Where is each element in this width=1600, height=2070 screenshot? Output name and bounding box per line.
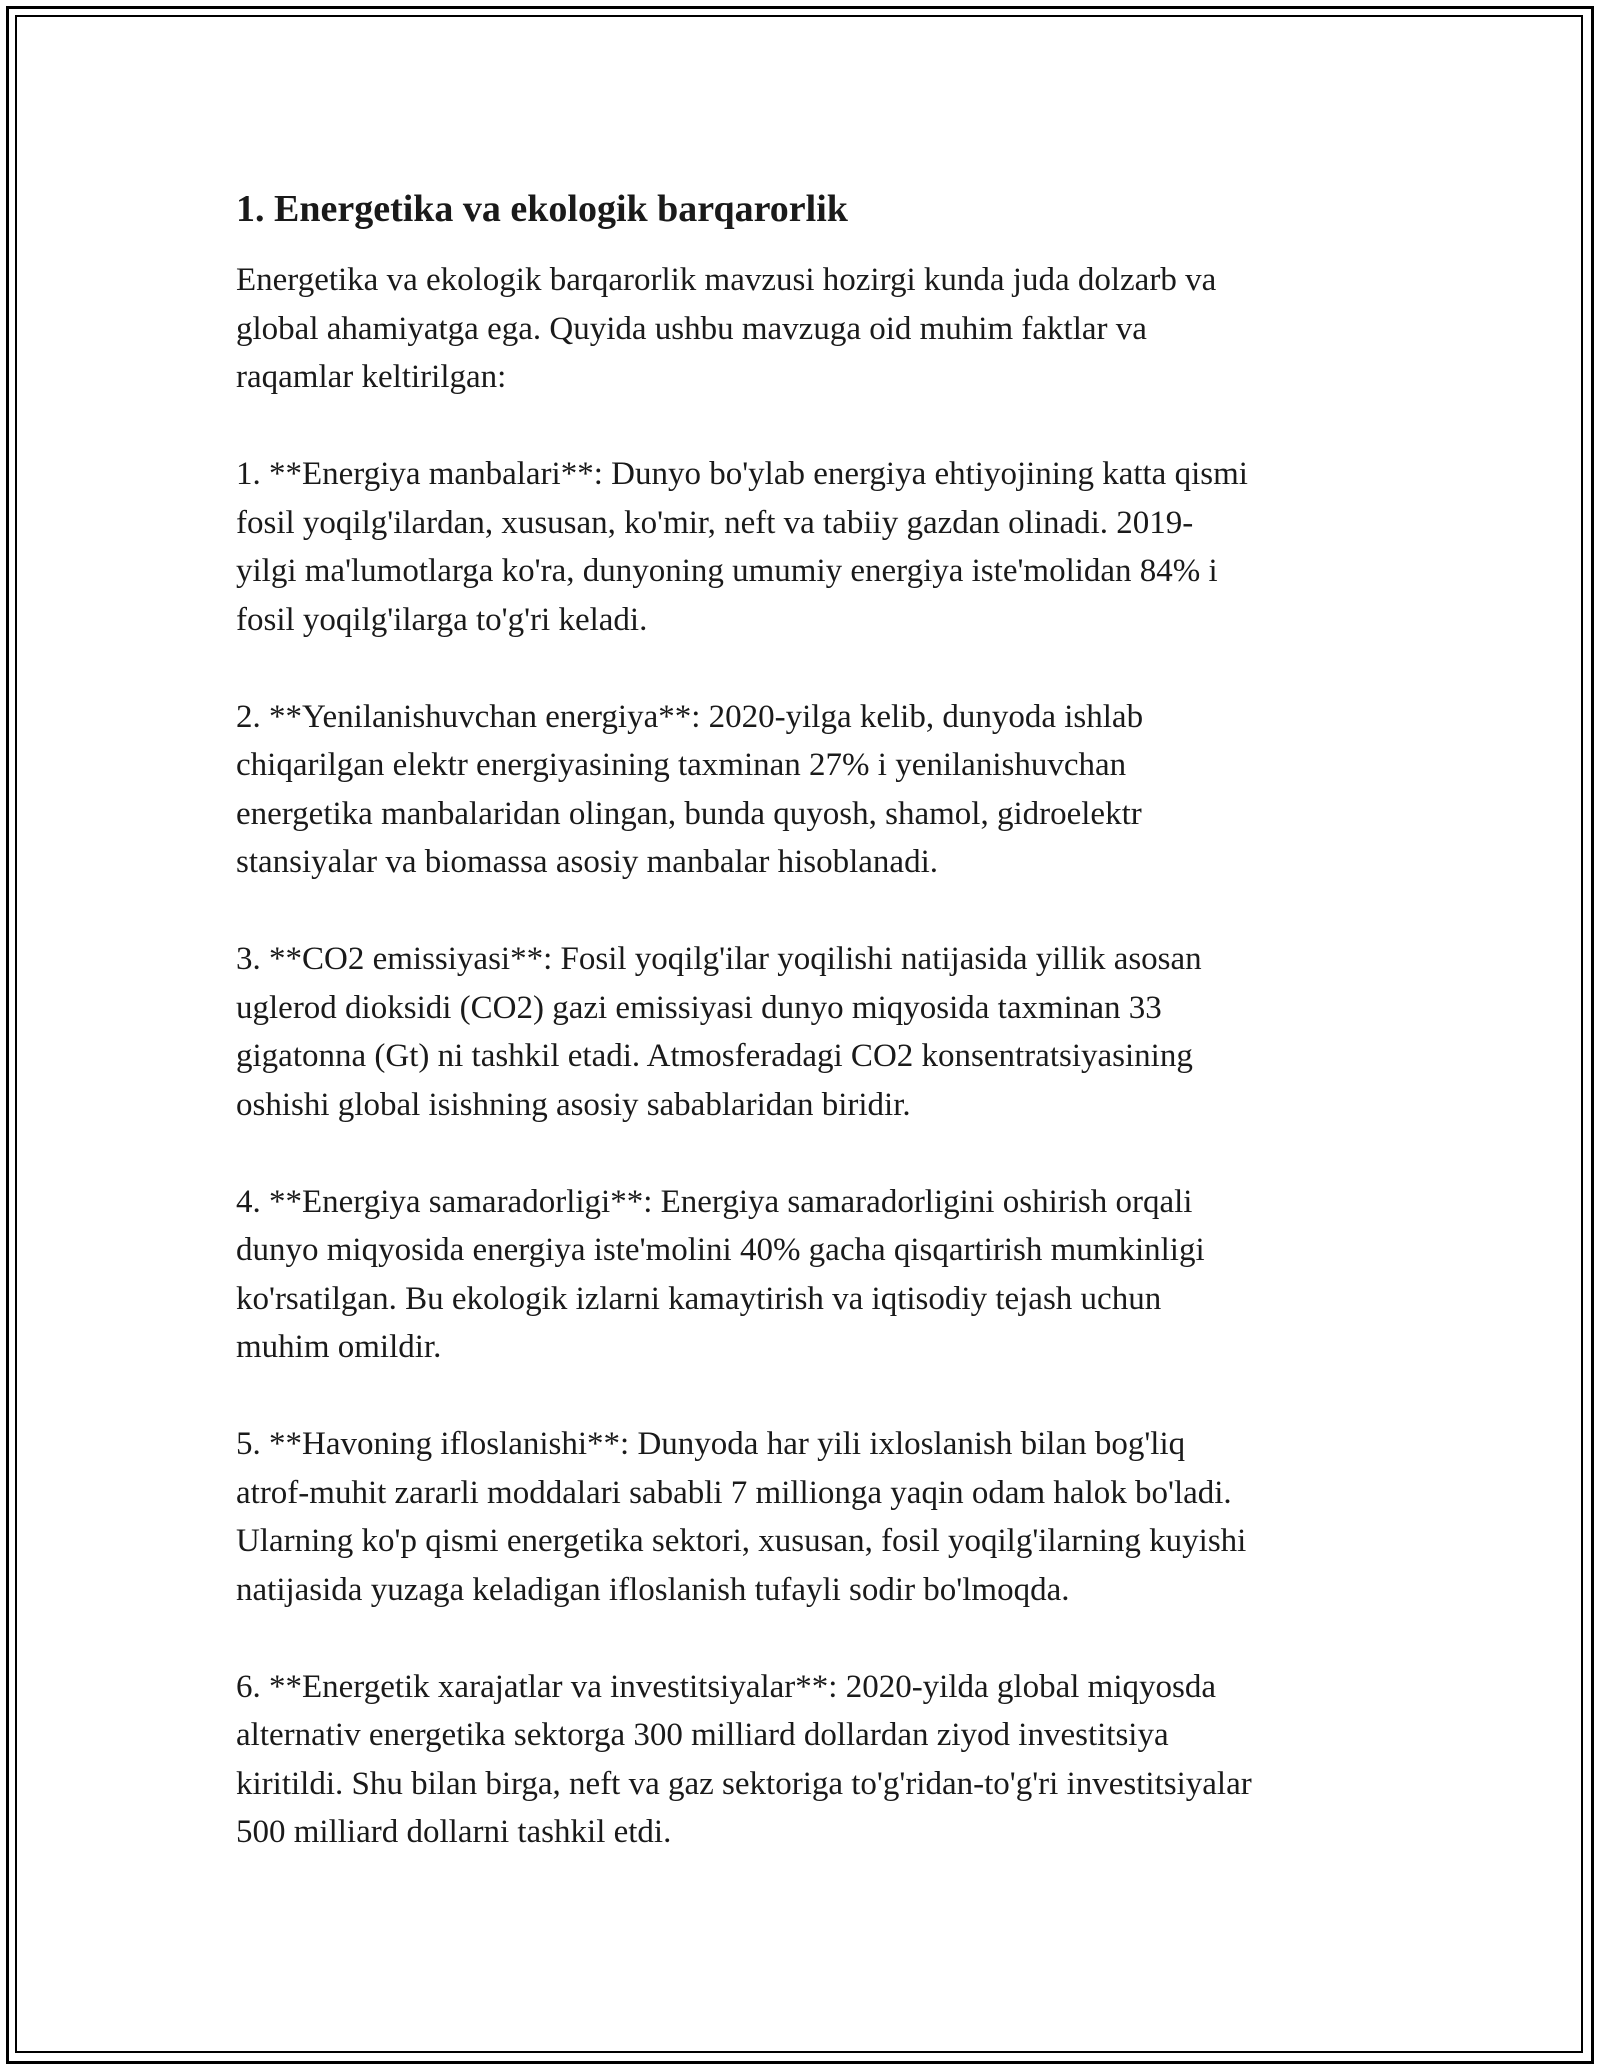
paragraph-list [236,256,1386,1857]
paragraph-line: oshishi global isishning asosiy sabablaridan biridir. [236,1086,911,1123]
paragraph-line: Energetika va ekologik barqarorlik mavzusi hozirgi kunda juda dolzarb va [236,262,1217,298]
list-item-paragraph [236,935,1386,1129]
paragraph-line: muhim omildir. [236,1329,442,1365]
paragraph-line: 6. **Energetik xarajatlar va investitsiyalar**: 2020-yilda global miqyosda [236,1668,1216,1705]
paragraph-line: fosil yoqilg'ilarga to'g'ri keladi. [236,601,648,638]
paragraph-line: 3. **CO2 emissiyasi**: Fosil yoqilg'ilar yoqilishi natijasida yillik asosan [236,941,1202,977]
paragraph-line: 500 milliard dollarni tashkil etdi. [236,1814,672,1850]
paragraph-line: Ularning ko'p qismi energetika sektori, xususan, fosil yoqilg'ilarning kuyishi [236,1523,1247,1559]
paragraph-line: 1. **Energiya manbalari**: Dunyo bo'ylab energiya ehtiyojining katta qismi [236,456,1248,492]
paragraph-line: ko'rsatilgan. Bu ekologik izlarni kamaytirish va iqtisodiy tejash uchun [236,1280,1162,1317]
paragraph-line: 2. **Yenilanishuvchan energiya**: 2020-yilga kelib, dunyoda ishlab [236,698,1144,735]
paragraph-line: global ahamiyatga ega. Quyida ushbu mavzuga oid muhim faktlar va [236,310,1147,347]
paragraph-line: fosil yoqilg'ilardan, xususan, ko'mir, neft va tabiiy gazdan olinadi. 2019- [236,504,1194,541]
list-item-paragraph [236,1178,1386,1372]
paragraph-line: raqamlar keltirilgan: [236,359,507,395]
paragraph-line: 4. **Energiya samaradorligi**: Energiya samaradorligini oshirish orqali [236,1183,1193,1220]
paragraph-line: alternativ energetika sektorga 300 milliard dollardan ziyod investitsiya [236,1717,1169,1753]
paragraph-line: dunyo miqyosida energiya iste'molini 40% gacha qisqartirish mumkinligi [236,1232,1205,1268]
list-item-paragraph [236,1420,1386,1614]
paragraph-line: 5. **Havoning ifloslanishi**: Dunyoda har yili ixloslanish bilan bog'liq [236,1426,1186,1462]
document-body [236,186,1386,1905]
paragraph-line: uglerod dioksidi (CO2) gazi emissiyasi dunyo miqyosida taxminan 33 [236,989,1162,1026]
paragraph-line: yilgi ma'lumotlarga ko'ra, dunyoning umumiy energiya iste'molidan 84% i [236,553,1218,589]
paragraph-line: gigatonna (Gt) ni tashkil etadi. Atmosferadagi CO2 konsentratsiyasining [236,1038,1193,1074]
paragraph-line: stansiyalar va biomassa asosiy manbalar hisoblanadi. [236,844,938,880]
paragraph-line: energetika manbalaridan olingan, bunda quyosh, shamol, gidroelektr [236,795,1142,832]
list-item-paragraph [236,693,1386,887]
list-item-paragraph [236,1663,1386,1857]
section-heading: 1. Energetika va ekologik barqarorlik [236,188,848,230]
paragraph-line: natijasida yuzaga keladigan ifloslanish tufayli sodir bo'lmoqda. [236,1571,1070,1608]
list-item-paragraph [236,450,1386,644]
paragraph-line: chiqarilgan elektr energiyasining taxminan 27% i yenilanishuvchan [236,747,1127,783]
paragraph-line: atrof-muhit zararli moddalari sababli 7 millionga yaqin odam halok bo'ladi. [236,1474,1232,1511]
intro-paragraph [236,256,1386,402]
paragraph-line: kiritildi. Shu bilan birga, neft va gaz sektoriga to'g'ridan-to'g'ri investitsiyalar [236,1765,1252,1802]
